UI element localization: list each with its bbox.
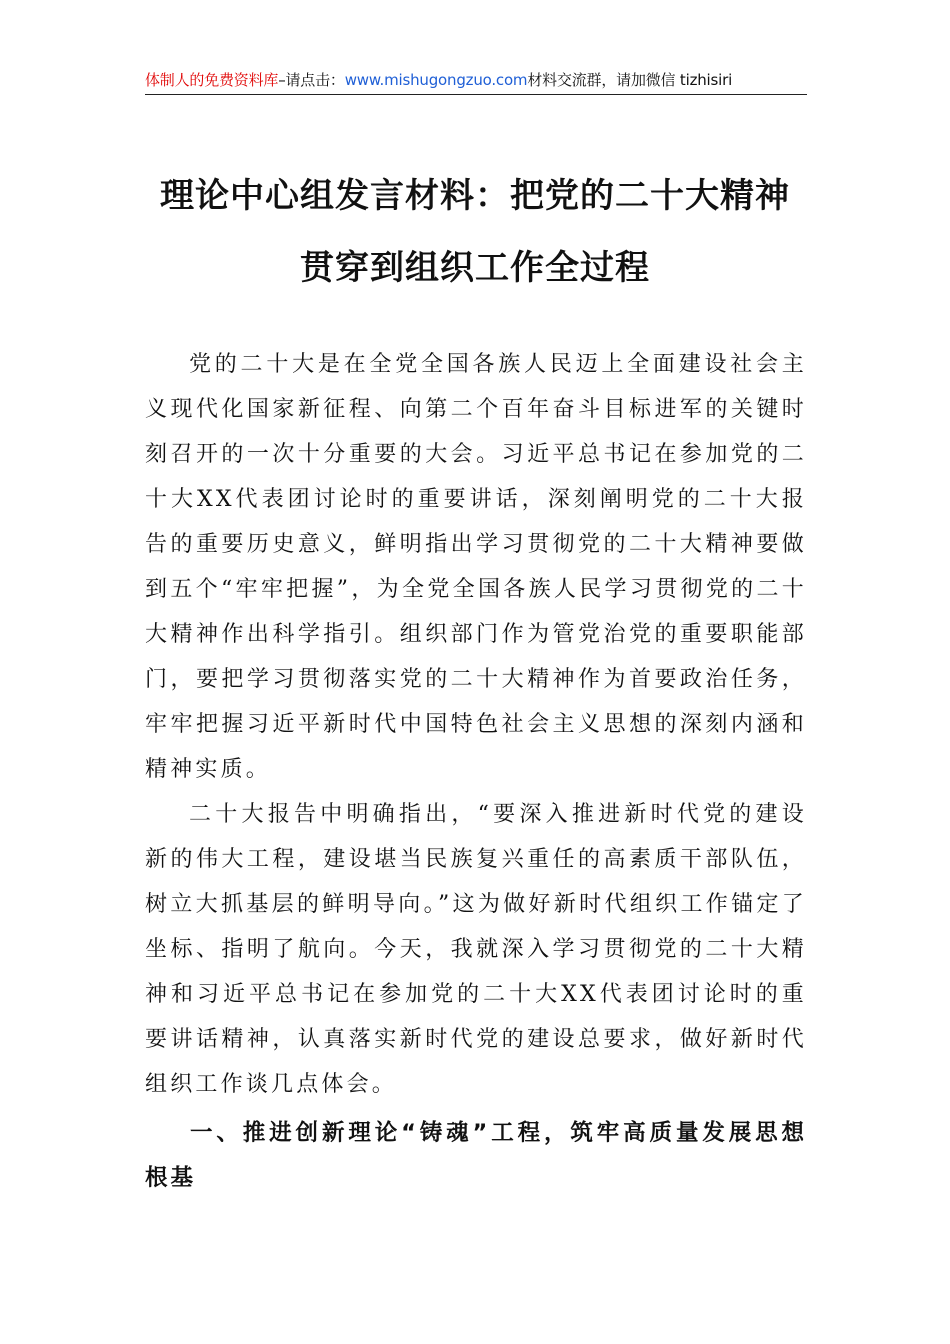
header-url-link[interactable]: www.mishugongzuo.com (344, 71, 528, 89)
header-note: 材料交流群，请加微信 tizhisiri (527, 71, 733, 89)
header-site-name: 体制人的免费资料库 (145, 71, 279, 89)
body-paragraph-1: 党的二十大是在全党全国各族人民迈上全面建设社会主义现代化国家新征程、向第二个百年奋斗目标进军的关键时刻召开的一次十分重要的大会。习近平总书记在参加党的二十大XX代表团讨论时的重要讲话，深刻阐明党的二十大报告的重要历史意义，鲜明指出学习贯彻党的二十大精神要做到五个“牢牢把握”，为全党全国各族人民学习贯彻党的二十大精神作出科学指引。组织部门作为管党治党的重要职能部门，要把学习贯彻落实党的二十大精神作为首要政治任务，牢牢把握习近平新时代中国特色社会主义思想的深刻内涵和精神实质。 (145, 352, 807, 782)
body-paragraph-2: 二十大报告中明确指出，“要深入推进新时代党的建设新的伟大工程，建设堪当民族复兴重任的高素质干部队伍，树立大抓基层的鲜明导向。”这为做好新时代组织工作锚定了坐标、指明了航向。今天，我就深入学习贯彻党的二十大精神和习近平总书记在参加党的二十大XX代表团讨论时的重要讲话精神，认真落实新时代党的建设总要求，做好新时代组织工作谈几点体会。 (145, 802, 807, 1097)
page-header (145, 68, 807, 94)
header-prompt: –请点击： (278, 71, 345, 89)
document-title-line-2: 贯穿到组织工作全过程 (300, 248, 650, 288)
section-heading-1: 一、推进创新理论“铸魂”工程，筑牢高质量发展思想根基 (145, 1120, 807, 1191)
header-divider (145, 94, 807, 95)
document-title-line-1: 理论中心组发言材料：把党的二十大精神 (160, 176, 790, 216)
document-body (145, 342, 807, 1201)
